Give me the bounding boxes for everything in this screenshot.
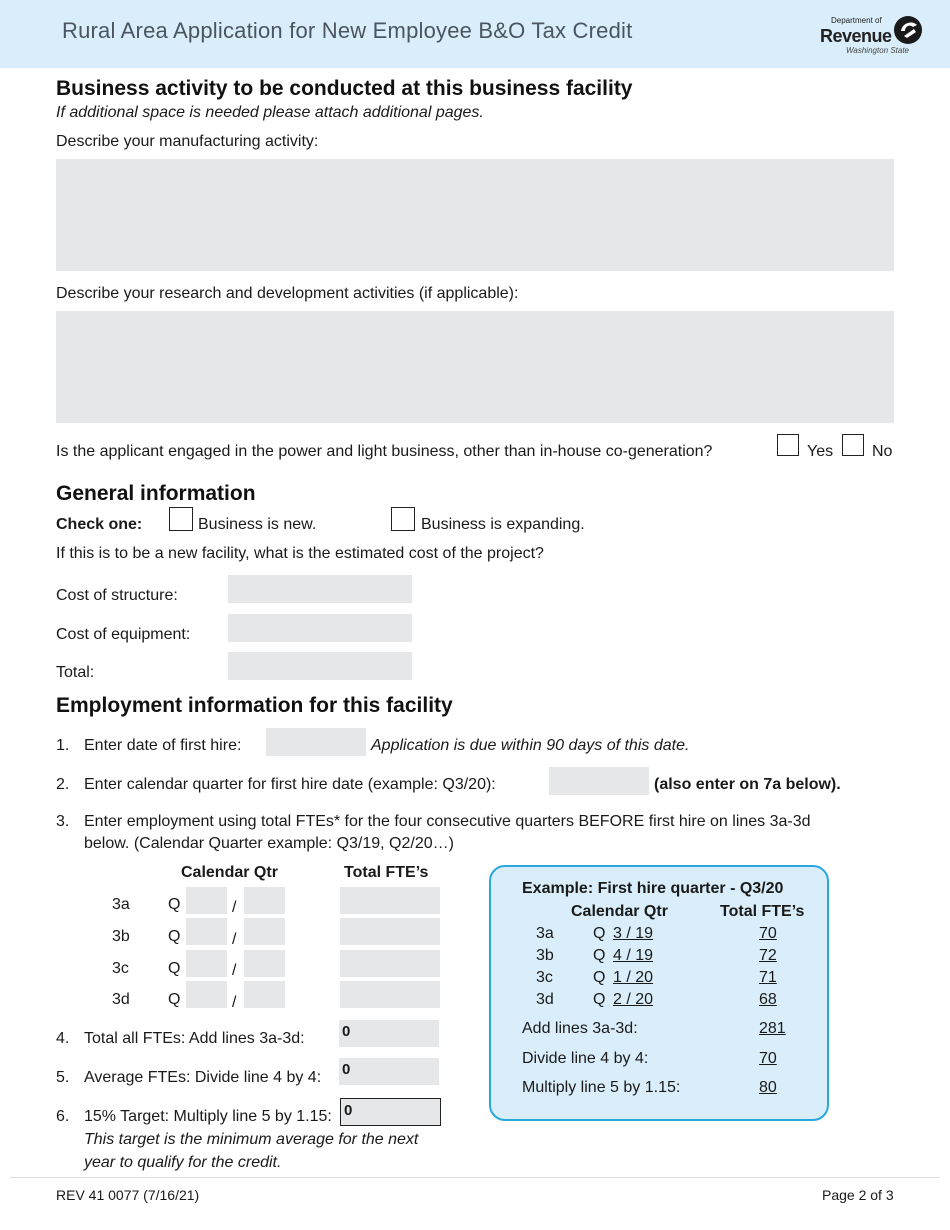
line-6-label: 15% Target: Multiply line 5 by 1.15: xyxy=(84,1108,332,1125)
line-1-number: 1. xyxy=(56,737,70,754)
row-3c-q: Q xyxy=(168,960,181,977)
example-box xyxy=(489,865,829,1121)
example-row-fte: 71 xyxy=(759,969,777,986)
row-3a-year-field[interactable] xyxy=(244,887,285,914)
page-header xyxy=(0,0,950,68)
row-3d-q: Q xyxy=(168,991,181,1008)
average-fte-field[interactable]: 0 xyxy=(339,1058,439,1085)
example-row-qtr: 4 / 19 xyxy=(613,947,654,964)
example-row-q: Q xyxy=(593,991,606,1008)
cost-equipment-field[interactable] xyxy=(228,614,412,642)
logo-state-text: Washington State xyxy=(846,46,910,55)
row-3d-label: 3d xyxy=(112,991,130,1008)
example-row-q: Q xyxy=(593,925,606,942)
line-6-number: 6. xyxy=(56,1108,70,1125)
footer-divider xyxy=(10,1177,940,1178)
row-3a-q: Q xyxy=(168,896,181,913)
line-5-number: 5. xyxy=(56,1069,70,1086)
row-3c-label: 3c xyxy=(112,960,129,977)
total-fte-field[interactable]: 0 xyxy=(339,1020,439,1047)
business-expanding-label: Business is expanding. xyxy=(421,516,585,533)
business-activity-heading: Business activity to be conducted at this business facility xyxy=(56,77,633,100)
line-6-note-cont: year to qualify for the credit. xyxy=(84,1154,282,1171)
first-hire-quarter-field[interactable] xyxy=(549,767,649,795)
row-3a-slash: / xyxy=(232,899,237,916)
row-3d-slash: / xyxy=(232,994,237,1011)
first-hire-date-field[interactable] xyxy=(266,728,366,756)
line-6-note: This target is the minimum average for the next xyxy=(84,1131,419,1148)
line-2-label: Enter calendar quarter for first hire date (example: Q3/20): xyxy=(84,776,496,793)
employment-info-heading: Employment information for this facility xyxy=(56,694,453,717)
row-3b-year-field[interactable] xyxy=(244,918,285,945)
row-3b-label: 3b xyxy=(112,928,130,945)
row-3c-fte-field[interactable] xyxy=(340,950,440,977)
example-title: Example: First hire quarter - Q3/20 xyxy=(522,880,784,897)
line-1-due-note: Application is due within 90 days of this date. xyxy=(371,737,690,754)
line-3-label: Enter employment using total FTEs* for the four consecutive quarters BEFORE first hire on lines 3a-3d xyxy=(84,813,811,830)
business-expanding-checkbox[interactable] xyxy=(391,507,415,531)
row-3a-label: 3a xyxy=(112,896,130,913)
example-row-qtr: 2 / 20 xyxy=(613,991,654,1008)
example-fte-header: Total FTE’s xyxy=(720,903,805,920)
row-3b-fte-field[interactable] xyxy=(340,918,440,945)
additional-space-note: If additional space is needed please attach additional pages. xyxy=(56,104,484,121)
cost-total-label: Total: xyxy=(56,664,95,681)
business-new-label: Business is new. xyxy=(198,516,317,533)
row-3a-fte-field[interactable] xyxy=(340,887,440,914)
target-fte-field[interactable]: 0 xyxy=(340,1098,441,1126)
manufacturing-activity-field[interactable] xyxy=(56,159,894,271)
row-3c-quarter-field[interactable] xyxy=(186,950,227,977)
example-row-q: Q xyxy=(593,969,606,986)
example-row-fte: 68 xyxy=(759,991,777,1008)
line-4-number: 4. xyxy=(56,1030,70,1047)
example-divide-label: Divide line 4 by 4: xyxy=(522,1050,649,1067)
logo-swirl-icon xyxy=(892,14,924,46)
example-divide-value: 70 xyxy=(759,1050,777,1067)
power-yes-checkbox[interactable] xyxy=(777,434,799,456)
example-row-q: Q xyxy=(593,947,606,964)
logo-name-text: Revenue xyxy=(820,26,892,46)
line-1-label: Enter date of first hire: xyxy=(84,737,242,754)
rd-activity-field[interactable] xyxy=(56,311,894,423)
example-row-label: 3b xyxy=(536,947,554,964)
row-3d-quarter-field[interactable] xyxy=(186,981,227,1008)
example-multiply-label: Multiply line 5 by 1.15: xyxy=(522,1079,681,1096)
power-yes-label: Yes xyxy=(807,443,834,460)
total-fte-header: Total FTE’s xyxy=(344,864,429,881)
form-id: REV 41 0077 (7/16/21) xyxy=(56,1187,200,1203)
row-3d-year-field[interactable] xyxy=(244,981,285,1008)
example-row-label: 3a xyxy=(536,925,554,942)
logo-dept-text: Department of xyxy=(831,16,882,25)
example-multiply-value: 80 xyxy=(759,1079,777,1096)
example-row-qtr: 1 / 20 xyxy=(613,969,654,986)
cost-structure-label: Cost of structure: xyxy=(56,587,178,604)
line-2-number: 2. xyxy=(56,776,70,793)
dor-logo xyxy=(820,12,930,60)
check-one-label: Check one: xyxy=(56,516,143,533)
example-row-fte: 72 xyxy=(759,947,777,964)
project-cost-question: If this is to be a new facility, what is the estimated cost of the project? xyxy=(56,545,544,562)
row-3d-fte-field[interactable] xyxy=(340,981,440,1008)
general-info-heading: General information xyxy=(56,482,256,505)
example-row-fte: 70 xyxy=(759,925,777,942)
line-3-label-cont: below. (Calendar Quarter example: Q3/19, Q2/20…) xyxy=(84,835,454,852)
line-3-number: 3. xyxy=(56,813,70,830)
cost-total-field[interactable] xyxy=(228,652,412,680)
example-row-label: 3d xyxy=(536,991,554,1008)
calendar-qtr-header: Calendar Qtr xyxy=(181,864,278,881)
row-3b-q: Q xyxy=(168,928,181,945)
power-light-question: Is the applicant engaged in the power and light business, other than in-house co-generation? xyxy=(56,443,713,460)
row-3a-quarter-field[interactable] xyxy=(186,887,227,914)
line-2-note: (also enter on 7a below). xyxy=(654,776,841,793)
row-3c-year-field[interactable] xyxy=(244,950,285,977)
row-3b-slash: / xyxy=(232,931,237,948)
page-number: Page 2 of 3 xyxy=(822,1187,894,1203)
row-3b-quarter-field[interactable] xyxy=(186,918,227,945)
manufacturing-label: Describe your manufacturing activity: xyxy=(56,133,319,150)
cost-structure-field[interactable] xyxy=(228,575,412,603)
line-4-label: Total all FTEs: Add lines 3a-3d: xyxy=(84,1030,305,1047)
example-add-value: 281 xyxy=(759,1020,786,1037)
business-new-checkbox[interactable] xyxy=(169,507,193,531)
example-row-label: 3c xyxy=(536,969,553,986)
example-add-label: Add lines 3a-3d: xyxy=(522,1020,638,1037)
cost-equipment-label: Cost of equipment: xyxy=(56,626,191,643)
example-row-qtr: 3 / 19 xyxy=(613,925,654,942)
power-no-checkbox[interactable] xyxy=(842,434,864,456)
power-no-label: No xyxy=(872,443,893,460)
form-title: Rural Area Application for New Employee B&O Tax Credit xyxy=(62,18,633,43)
rd-label: Describe your research and development activities (if applicable): xyxy=(56,285,519,302)
row-3c-slash: / xyxy=(232,962,237,979)
example-qtr-header: Calendar Qtr xyxy=(571,903,668,920)
line-5-label: Average FTEs: Divide line 4 by 4: xyxy=(84,1069,322,1086)
